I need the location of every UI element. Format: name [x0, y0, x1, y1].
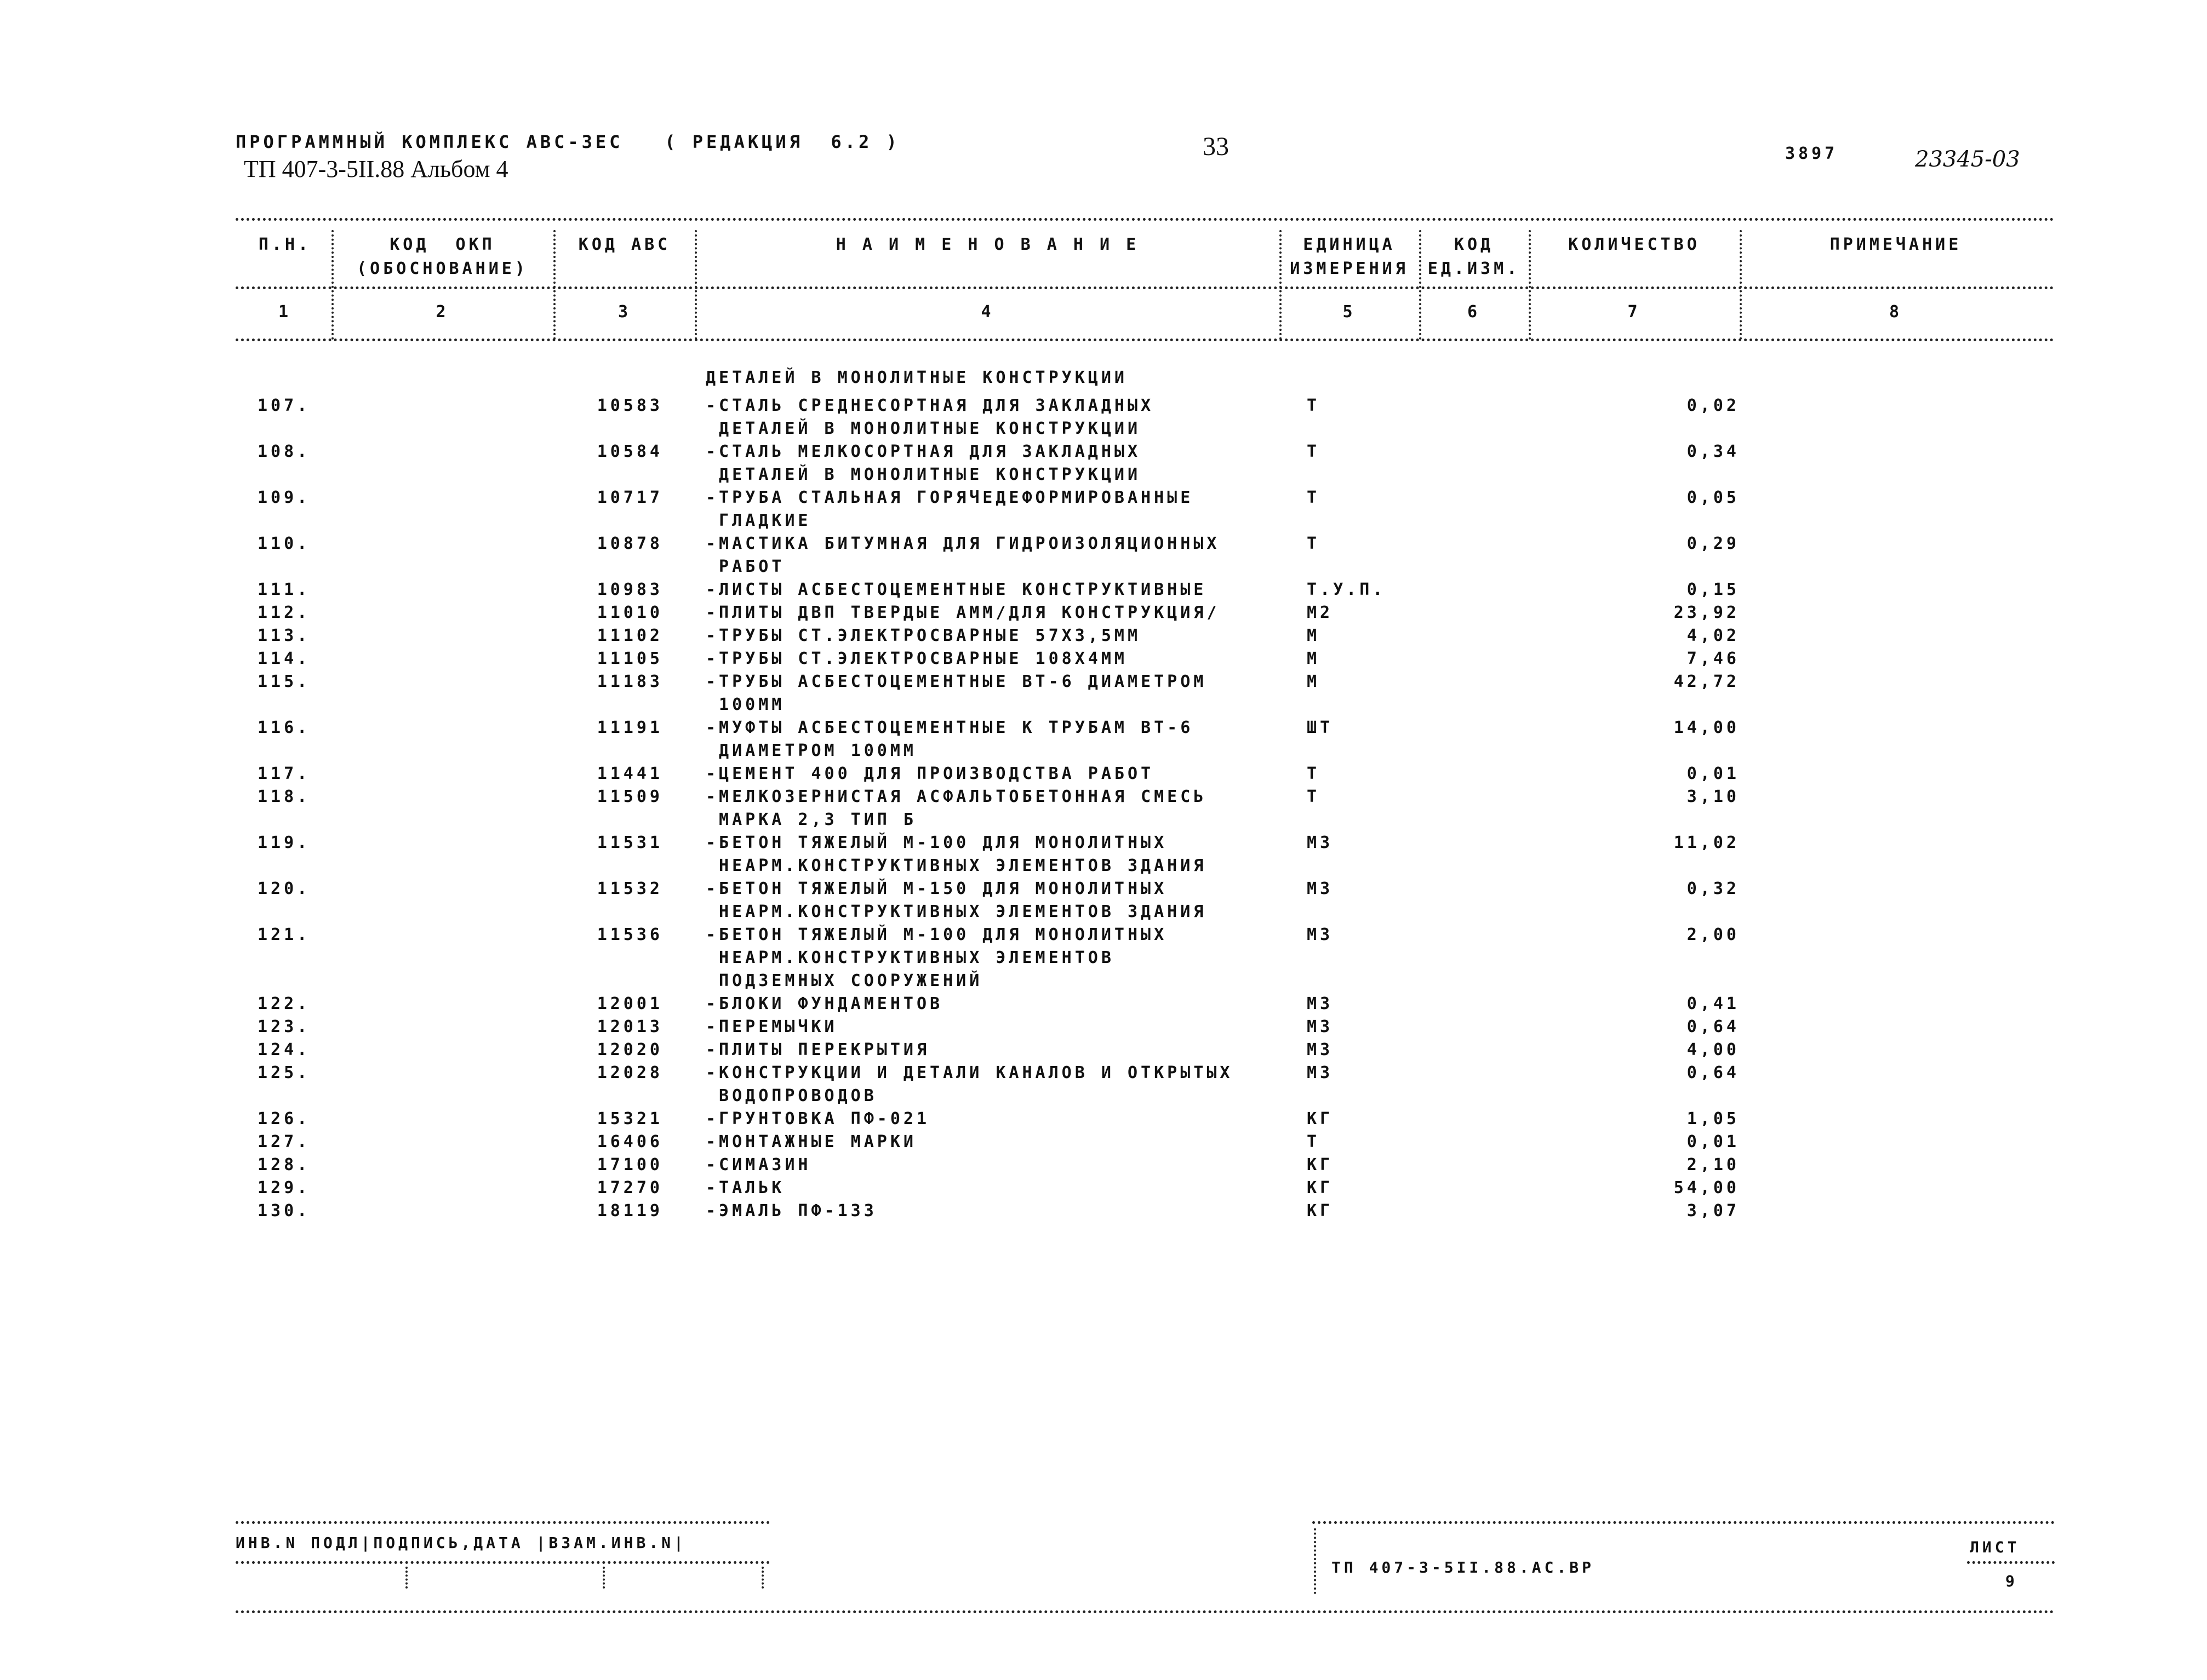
col-number: 2: [436, 302, 449, 322]
item-name: -СТАЛЬ МЕЛКОСОРТНАЯ ДЛЯ ЗАКЛАДНЫХ ДЕТАЛЕЙ В МОНОЛИТНЫЕ КОНСТРУКЦИИ: [706, 442, 1141, 484]
table-colnum-rule: [236, 339, 2055, 341]
item-name: -БЕТОН ТЯЖЕЛЫЙ М-150 ДЛЯ МОНОЛИТНЫХ НЕАРМ.КОНСТРУКТИВНЫХ ЭЛЕМЕНТОВ ЗДАНИЯ: [706, 879, 1207, 921]
row-number: 129.: [258, 1178, 311, 1197]
item-name: -БЛОКИ ФУНДАМЕНТОВ: [706, 994, 944, 1013]
abc-code: 15321: [597, 1109, 663, 1128]
unit: М: [1307, 626, 1320, 645]
handwritten-number: 23345-03: [1915, 147, 2020, 172]
item-name: -ПЛИТЫ ПЕРЕКРЫТИЯ: [706, 1040, 930, 1059]
table-header-rule: [236, 286, 2055, 289]
row-number: 124.: [258, 1040, 311, 1059]
abc-code: 17270: [597, 1178, 663, 1197]
item-name: -ТАЛЬК: [706, 1178, 785, 1197]
stamp-divider: [405, 1567, 408, 1589]
abc-code: 10878: [597, 534, 663, 553]
col-header-abc: КОД АВС: [578, 235, 671, 254]
abc-code: 11536: [597, 925, 663, 944]
quantity: 23,92: [1673, 603, 1740, 622]
continuation-line: ДЕТАЛЕЙ В МОНОЛИТНЫЕ КОНСТРУКЦИИ: [706, 368, 1128, 387]
quantity: 0,05: [1686, 488, 1740, 507]
page-number: 33: [1203, 132, 1229, 161]
item-name: -ЦЕМЕНТ 400 ДЛЯ ПРОИЗВОДСТВА РАБОТ: [706, 764, 1154, 783]
abc-code: 11532: [597, 879, 663, 898]
col-number: 4: [981, 302, 994, 322]
stamp-divider: [762, 1567, 764, 1589]
quantity: 3,10: [1686, 787, 1740, 806]
project-title: ТП 407-3-5II.88 Альбом 4: [244, 156, 508, 182]
quantity: 0,01: [1686, 1132, 1740, 1151]
unit: Т: [1307, 396, 1320, 415]
abc-code: 10583: [597, 396, 663, 415]
unit: ШТ: [1307, 718, 1334, 737]
row-number: 109.: [258, 488, 311, 507]
quantity: 0,02: [1686, 396, 1740, 415]
unit: М3: [1307, 833, 1334, 852]
abc-code: 18119: [597, 1201, 663, 1220]
item-name: -ТРУБА СТАЛЬНАЯ ГОРЯЧЕДЕФОРМИРОВАННЫЕ ГЛАДКИЕ: [706, 488, 1194, 530]
col-number: 8: [1889, 302, 1903, 322]
row-number: 111.: [258, 580, 311, 599]
item-name: -МУФТЫ АСБЕСТОЦЕМЕНТНЫЕ К ТРУБАМ ВТ-6 ДИАМЕТРОМ 100ММ: [706, 718, 1194, 760]
item-name: -БЕТОН ТЯЖЕЛЫЙ М-100 ДЛЯ МОНОЛИТНЫХ НЕАРМ.КОНСТРУКТИВНЫХ ЭЛЕМЕНТОВ ЗДАНИЯ: [706, 833, 1207, 875]
quantity: 4,00: [1686, 1040, 1740, 1059]
item-name: -МЕЛКОЗЕРНИСТАЯ АСФАЛЬТОБЕТОННАЯ СМЕСЬ МАРКА 2,3 ТИП Б: [706, 787, 1207, 829]
row-number: 108.: [258, 442, 311, 461]
quantity: 0,64: [1686, 1063, 1740, 1082]
row-number: 126.: [258, 1109, 311, 1128]
quantity: 0,34: [1686, 442, 1740, 461]
document-code: 3897: [1785, 144, 1838, 163]
row-number: 123.: [258, 1017, 311, 1036]
abc-code: 10717: [597, 488, 663, 507]
quantity: 3,07: [1686, 1201, 1740, 1220]
abc-code: 12028: [597, 1063, 663, 1082]
row-number: 112.: [258, 603, 311, 622]
quantity: 1,05: [1686, 1109, 1740, 1128]
col-number: 6: [1467, 302, 1481, 322]
stamp-rule: [236, 1521, 770, 1524]
item-name: -СТАЛЬ СРЕДНЕСОРТНАЯ ДЛЯ ЗАКЛАДНЫХ ДЕТАЛЕЙ В МОНОЛИТНЫЕ КОНСТРУКЦИИ: [706, 396, 1154, 438]
row-number: 118.: [258, 787, 311, 806]
row-number: 122.: [258, 994, 311, 1013]
column-divider: [1529, 230, 1531, 340]
row-number: 120.: [258, 879, 311, 898]
unit: М: [1307, 649, 1320, 668]
row-number: 121.: [258, 925, 311, 944]
row-number: 128.: [258, 1155, 311, 1174]
quantity: 42,72: [1673, 672, 1740, 691]
unit: М: [1307, 672, 1320, 691]
abc-code: 11509: [597, 787, 663, 806]
sheet-rule: [1967, 1561, 2055, 1564]
quantity: 0,01: [1686, 764, 1740, 783]
quantity: 0,64: [1686, 1017, 1740, 1036]
abc-code: 12013: [597, 1017, 663, 1036]
quantity: 2,00: [1686, 925, 1740, 944]
row-number: 115.: [258, 672, 311, 691]
abc-code: 11183: [597, 672, 663, 691]
col-number: 1: [278, 302, 292, 322]
item-name: -СИМАЗИН: [706, 1155, 811, 1174]
unit: М3: [1307, 879, 1334, 898]
quantity: 2,10: [1686, 1155, 1740, 1174]
unit: Т: [1307, 488, 1320, 507]
unit: М3: [1307, 925, 1334, 944]
quantity: 0,32: [1686, 879, 1740, 898]
unit: Т.У.П.: [1307, 580, 1386, 599]
abc-code: 10584: [597, 442, 663, 461]
abc-code: 12001: [597, 994, 663, 1013]
unit: М3: [1307, 1040, 1334, 1059]
document-designation: ТП 407-3-5II.88.АС.ВР: [1331, 1558, 1595, 1576]
quantity: 0,29: [1686, 534, 1740, 553]
item-name: -ГРУНТОВКА ПФ-021: [706, 1109, 930, 1128]
row-number: 114.: [258, 649, 311, 668]
unit: Т: [1307, 1132, 1320, 1151]
unit: М3: [1307, 1017, 1334, 1036]
row-number: 107.: [258, 396, 311, 415]
page-bottom-rule: [236, 1610, 2055, 1613]
col-number: 5: [1342, 302, 1356, 322]
col-header-unit-code: КОД ЕД.ИЗМ.: [1427, 235, 1520, 278]
row-number: 110.: [258, 534, 311, 553]
title-block-divider: [1314, 1528, 1316, 1594]
unit: КГ: [1307, 1155, 1334, 1174]
unit: М2: [1307, 603, 1334, 622]
row-number: 116.: [258, 718, 311, 737]
abc-code: 11531: [597, 833, 663, 852]
stamp-rule: [236, 1561, 770, 1564]
col-header-quantity: КОЛИЧЕСТВО: [1568, 235, 1700, 254]
row-number: 130.: [258, 1201, 311, 1220]
unit: Т: [1307, 764, 1320, 783]
unit: М3: [1307, 994, 1334, 1013]
abc-code: 16406: [597, 1132, 663, 1151]
column-divider: [695, 230, 697, 340]
row-number: 113.: [258, 626, 311, 645]
unit: КГ: [1307, 1201, 1334, 1220]
item-name: -МОНТАЖНЫЕ МАРКИ: [706, 1132, 917, 1151]
item-name: -КОНСТРУКЦИИ И ДЕТАЛИ КАНАЛОВ И ОТКРЫТЫХ ВОДОПРОВОДОВ: [706, 1063, 1233, 1105]
col-header-unit: ЕДИНИЦА ИЗМЕРЕНИЯ: [1290, 235, 1409, 278]
abc-code: 11102: [597, 626, 663, 645]
unit: Т: [1307, 787, 1320, 806]
item-name: -ПЕРЕМЫЧКИ: [706, 1017, 838, 1036]
column-divider: [1740, 230, 1742, 340]
quantity: 14,00: [1673, 718, 1740, 737]
stamp-divider: [603, 1567, 605, 1589]
unit: КГ: [1307, 1109, 1334, 1128]
item-name: -ЛИСТЫ АСБЕСТОЦЕМЕНТНЫЕ КОНСТРУКТИВНЫЕ: [706, 580, 1207, 599]
row-number: 125.: [258, 1063, 311, 1082]
sheet-number: 9: [2005, 1572, 2018, 1590]
column-divider: [1419, 230, 1421, 340]
unit: Т: [1307, 534, 1320, 553]
abc-code: 11105: [597, 649, 663, 668]
col-header-name: Н А И М Е Н О В А Н И Е: [836, 235, 1140, 254]
abc-code: 12020: [597, 1040, 663, 1059]
table-top-rule: [236, 218, 2055, 221]
item-name: -ТРУБЫ СТ.ЭЛЕКТРОСВАРНЫЕ 108Х4ММ: [706, 649, 1128, 668]
item-name: -ПЛИТЫ ДВП ТВЕРДЫЕ АММ/ДЛЯ КОНСТРУКЦИЯ/: [706, 603, 1220, 622]
col-header-okp: КОД ОКП (ОБОСНОВАНИЕ): [357, 235, 528, 278]
unit: КГ: [1307, 1178, 1334, 1197]
quantity: 0,15: [1686, 580, 1740, 599]
quantity: 54,00: [1673, 1178, 1740, 1197]
stamp-inventory: ИНВ.N ПОДЛ|ПОДПИСЬ,ДАТА |ВЗАМ.ИНВ.N|: [236, 1534, 687, 1552]
abc-code: 10983: [597, 580, 663, 599]
unit: Т: [1307, 442, 1320, 461]
row-number: 119.: [258, 833, 311, 852]
unit: М3: [1307, 1063, 1334, 1082]
item-name: -ТРУБЫ СТ.ЭЛЕКТРОСВАРНЫЕ 57Х3,5ММ: [706, 626, 1141, 645]
col-header-note: ПРИМЕЧАНИЕ: [1829, 235, 1962, 254]
item-name: -БЕТОН ТЯЖЕЛЫЙ М-100 ДЛЯ МОНОЛИТНЫХ НЕАРМ.КОНСТРУКТИВНЫХ ЭЛЕМЕНТОВ ПОДЗЕМНЫХ СООРУЖЕНИЙ: [706, 925, 1168, 990]
item-name: -МАСТИКА БИТУМНАЯ ДЛЯ ГИДРОИЗОЛЯЦИОННЫХ РАБОТ: [706, 534, 1220, 576]
abc-code: 17100: [597, 1155, 663, 1174]
column-divider: [331, 230, 334, 340]
quantity: 7,46: [1686, 649, 1740, 668]
sheet-label: ЛИСТ: [1970, 1538, 2020, 1556]
row-number: 127.: [258, 1132, 311, 1151]
title-block-rule: [1312, 1521, 2055, 1524]
column-divider: [553, 230, 556, 340]
abc-code: 11191: [597, 718, 663, 737]
col-header-pn: П.Н.: [258, 235, 312, 254]
item-name: -ТРУБЫ АСБЕСТОЦЕМЕНТНЫЕ ВТ-6 ДИАМЕТРОМ 100ММ: [706, 672, 1207, 714]
quantity: 4,02: [1686, 626, 1740, 645]
col-number: 3: [617, 302, 632, 322]
column-divider: [1279, 230, 1282, 340]
abc-code: 11010: [597, 603, 663, 622]
abc-code: 11441: [597, 764, 663, 783]
quantity: 11,02: [1673, 833, 1740, 852]
row-number: 117.: [258, 764, 311, 783]
item-name: -ЭМАЛЬ ПФ-133: [706, 1201, 877, 1220]
program-header: ПРОГРАММНЫЙ КОМПЛЕКС АВС-3ЕС ( РЕДАКЦИЯ 6.2 ): [236, 131, 900, 152]
quantity: 0,41: [1686, 994, 1740, 1013]
col-number: 7: [1627, 302, 1641, 322]
